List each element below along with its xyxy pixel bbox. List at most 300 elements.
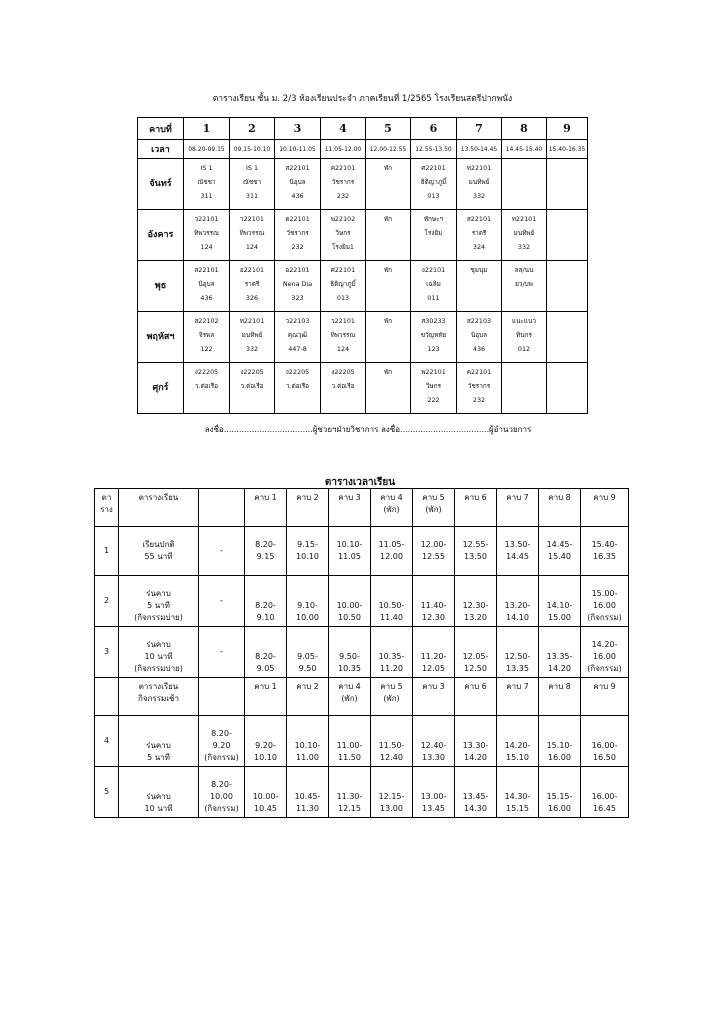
class-cell-line: ว22101 (240, 215, 264, 223)
class-cell (275, 210, 321, 261)
schedule-row (95, 627, 629, 678)
class-cell-line: นิอุบล (198, 280, 215, 288)
schedule-cell-line: 9.50 (298, 664, 317, 673)
schedule-cell (413, 678, 455, 716)
period-schedule-table (94, 488, 629, 818)
class-cell (366, 210, 411, 261)
class-cell (457, 261, 502, 312)
class-cell-line: 232 (291, 243, 304, 251)
schedule-cell-line: (พัก) (425, 505, 442, 514)
schedule-cell-line: 13.35- (546, 652, 573, 661)
class-cell-line: ขวัญหทัย (420, 331, 447, 339)
schedule-cell-line: 14.45 (506, 552, 529, 561)
schedule-cell-line: 15.40- (591, 540, 618, 549)
class-cell-line: ส22101 (285, 164, 310, 172)
class-cell (275, 159, 321, 210)
class-cell-line: ศ22101 (421, 164, 446, 172)
class-cell (547, 210, 588, 261)
schedule-cell-line: 15.10 (506, 753, 529, 762)
schedule-cell-line: 12.30- (462, 601, 489, 610)
class-cell-line: 222 (427, 396, 440, 404)
schedule-cell-line: คาบ 8 (548, 682, 571, 691)
class-cell-line: ทินกร (516, 331, 532, 339)
schedule-cell (497, 527, 539, 576)
class-cell-line: พ22102 (330, 215, 356, 223)
class-cell-line: ง22205 (331, 368, 355, 376)
class-cell (411, 261, 457, 312)
schedule-cell (539, 576, 581, 627)
class-cell (457, 312, 502, 363)
schedule-cell-line: 10.45 (254, 804, 277, 813)
period-number: 6 (411, 118, 457, 140)
schedule-cell (329, 716, 371, 767)
class-cell (502, 210, 547, 261)
schedule-cell (455, 678, 497, 716)
class-cell-line: ค22101 (466, 368, 492, 376)
schedule-cell-line: 12.00- (420, 540, 447, 549)
class-cell-line: วัชรากร (467, 382, 491, 390)
class-cell (230, 363, 275, 414)
class-cell (321, 312, 366, 363)
schedule-cell-line: 13.30 (422, 753, 445, 762)
class-cell-line: วิษกร (425, 382, 442, 390)
schedule-cell-line: 11.30 (296, 804, 319, 813)
schedule-cell-line: (พัก) (341, 694, 358, 703)
period-time: 08.20-09.15 (184, 140, 230, 159)
schedule-cell-line: 11.50- (378, 741, 405, 750)
class-cell-line: 011 (427, 294, 440, 302)
class-cell-line: 311 (245, 192, 259, 200)
schedule-cell-line: 11.50 (338, 753, 361, 762)
schedule-cell-line: (กิจกรรม) (204, 753, 239, 762)
class-cell-line: โรงยิม (424, 229, 443, 237)
schedule-cell-line: คาบ 3 (338, 493, 361, 502)
schedule-cell-line: 10.10- (294, 741, 321, 750)
schedule-cell-line: - (220, 647, 223, 656)
schedule-cell-line: 12.55 (422, 552, 445, 561)
class-cell-line: พัก (383, 164, 393, 172)
class-cell (321, 261, 366, 312)
class-cell (230, 312, 275, 363)
class-cell-line: วิษกร (335, 229, 351, 237)
class-cell (366, 159, 411, 210)
class-cell-line: ยว/บพ (515, 280, 533, 288)
schedule-cell-line: 8.20- (211, 780, 232, 789)
schedule-cell-line: 16.45 (593, 804, 616, 813)
schedule-cell (245, 489, 287, 527)
period-header-row (138, 118, 588, 140)
schedule-cell-line: (กิจกรรมบ่าย) (134, 664, 183, 673)
day-name: พฤหัสฯ (138, 312, 184, 363)
timetable-title: ตารางเรียน ชั้น ม. 2/3 ห้องเรียนประจำ ภาคเรียนที่ 1/2565 โรงเรียนสตรีปากพนัง (212, 94, 513, 104)
schedule-cell-line: 4 (103, 736, 110, 745)
schedule-cell (539, 527, 581, 576)
schedule-cell-line: 12.50 (464, 664, 487, 673)
schedule-cell (95, 527, 119, 576)
schedule-cell-line: 12.05 (422, 664, 445, 673)
class-cell (321, 210, 366, 261)
schedule-cell-line: คาบ 8 (548, 493, 571, 502)
class-cell (457, 363, 502, 414)
schedule-cell (245, 576, 287, 627)
schedule-cell-line: 8.20- (211, 729, 232, 738)
class-cell-line: 447-8 (288, 345, 307, 353)
class-cell-line: 122 (200, 345, 213, 353)
schedule-cell-line: ตา (101, 493, 112, 502)
schedule-cell-line: 13.35 (506, 664, 529, 673)
schedule-row (95, 576, 629, 627)
class-cell (184, 210, 230, 261)
schedule-cell (413, 716, 455, 767)
schedule-cell-line: 11.40 (380, 613, 403, 622)
schedule-cell (329, 678, 371, 716)
schedule-cell-line: 8.20- (255, 601, 276, 610)
schedule-cell-line: 15.10- (546, 741, 573, 750)
schedule-cell-line: คาบ 5 (380, 682, 403, 691)
class-cell-line: พ22101 (421, 368, 446, 376)
schedule-header-row (95, 489, 629, 527)
class-cell (411, 210, 457, 261)
schedule-cell-line: คาบ 3 (422, 682, 445, 691)
schedule-cell (581, 489, 629, 527)
schedule-cell-line: 13.45- (462, 792, 489, 801)
schedule-cell-line: 13.00 (380, 804, 403, 813)
schedule-cell (497, 489, 539, 527)
class-cell (502, 261, 547, 312)
schedule-cell-line: 14.10 (506, 613, 529, 622)
schedule-cell (119, 527, 199, 576)
schedule-cell-line: 12.40- (420, 741, 447, 750)
schedule-cell-line: 5 นาที (147, 601, 170, 610)
class-cell-line: โรงยิม1 (331, 243, 354, 251)
schedule-cell (245, 678, 287, 716)
schedule-cell (199, 678, 245, 716)
schedule-cell (95, 489, 119, 527)
schedule-cell-line: 10.35- (378, 652, 405, 661)
schedule-cell (539, 678, 581, 716)
class-cell (457, 159, 502, 210)
schedule-cell (119, 576, 199, 627)
time-header-row (138, 140, 588, 159)
schedule-cell (371, 716, 413, 767)
schedule-cell-line: 9.05- (297, 652, 318, 661)
period-number: 2 (230, 118, 275, 140)
schedule-cell-line: 12.30 (422, 613, 445, 622)
schedule-cell (199, 627, 245, 678)
schedule-cell-line: 10.00 (210, 792, 233, 801)
class-cell-line: ว.ต่อเรือ (285, 382, 310, 390)
schedule-row (95, 527, 629, 576)
class-cell-line: ส22101 (466, 215, 492, 223)
class-cell-line: ค22101 (330, 164, 356, 172)
schedule-cell (287, 489, 329, 527)
schedule-cell (497, 627, 539, 678)
class-cell (184, 261, 230, 312)
schedule-cell (245, 627, 287, 678)
period-time: 09.15-10.10 (230, 140, 275, 159)
class-cell-line: ว22101 (331, 317, 355, 325)
schedule-cell (245, 767, 287, 818)
schedule-cell (539, 489, 581, 527)
schedule-cell-line: 13.20- (504, 601, 531, 610)
schedule-cell-line: 16.00- (591, 741, 618, 750)
schedule-cell (497, 576, 539, 627)
schedule-cell-line: 15.40 (548, 552, 571, 561)
schedule-cell-line: 12.50- (504, 652, 531, 661)
schedule-cell-line: 16.35 (593, 552, 616, 561)
schedule-cell (371, 678, 413, 716)
schedule-cell-line: คาบ 7 (506, 682, 529, 691)
class-cell-line: มนทิพย์ (468, 178, 490, 186)
schedule-cell (413, 576, 455, 627)
schedule-cell (119, 489, 199, 527)
schedule-cell-line: 10.00 (296, 613, 319, 622)
schedule-cell (95, 627, 119, 678)
schedule-cell-line: 5 (103, 787, 110, 796)
schedule-cell-line: 9.20 (212, 741, 231, 750)
schedule-cell-line: 13.50 (464, 552, 487, 561)
schedule-cell-line: (กิจกรรม) (204, 804, 239, 813)
class-cell-line: 311 (200, 192, 213, 200)
schedule-cell (199, 767, 245, 818)
schedule-cell (329, 489, 371, 527)
schedule-cell-line: (กิจกรรม) (587, 613, 622, 622)
day-row (138, 363, 588, 414)
schedule-cell (497, 767, 539, 818)
schedule-cell-line: 13.00- (420, 792, 447, 801)
schedule-cell-line: ร่นคาบ (146, 640, 171, 649)
class-cell-line: อ22101 (285, 266, 310, 274)
day-row (138, 312, 588, 363)
schedule-cell-line: 13.20 (464, 613, 487, 622)
schedule-cell-line: 9.20- (255, 741, 276, 750)
class-cell (502, 159, 547, 210)
class-cell-line: 124 (336, 345, 350, 353)
schedule-row (95, 716, 629, 767)
schedule-cell (581, 678, 629, 716)
class-cell (321, 159, 366, 210)
class-cell-line: ง22205 (285, 368, 310, 376)
period-time: 12.00-12.55 (366, 140, 411, 159)
schedule-cell (455, 767, 497, 818)
schedule-cell-line: 13.30- (462, 741, 489, 750)
schedule-cell (539, 627, 581, 678)
class-cell (547, 261, 588, 312)
schedule-cell-line: - (220, 596, 223, 605)
class-cell-line: 123 (427, 345, 440, 353)
schedule-cell (329, 576, 371, 627)
schedule-cell-line: 10.00- (252, 792, 279, 801)
schedule-cell-line: (พัก) (383, 505, 400, 514)
schedule-cell-line: 14.20 (548, 664, 571, 673)
schedule-cell (455, 576, 497, 627)
class-cell-line: IS 1 (200, 164, 213, 172)
class-cell (366, 261, 411, 312)
day-name: อังคาร (138, 210, 184, 261)
schedule-cell (95, 716, 119, 767)
schedule-cell-line: 10.45- (294, 792, 321, 801)
class-cell (547, 159, 588, 210)
class-timetable (137, 117, 588, 414)
class-cell-line: IS 1 (245, 164, 259, 172)
class-cell-line: 436 (291, 192, 304, 200)
schedule-cell-line: 9.15- (297, 540, 318, 549)
schedule-cell-line: 10.50- (378, 601, 405, 610)
class-cell-line: ท22101 (511, 215, 537, 223)
schedule-cell-line: (กิจกรรมบ่าย) (134, 613, 183, 622)
period-time: 15.40-16.35 (547, 140, 588, 159)
class-cell-line: 323 (291, 294, 304, 302)
schedule-cell-line: 14.30 (464, 804, 487, 813)
class-cell-line: 124 (245, 243, 259, 251)
period-number: 9 (547, 118, 588, 140)
schedule-cell (455, 627, 497, 678)
period-time: 12.55-13.50 (411, 140, 457, 159)
schedule-cell-line: (พัก) (383, 694, 400, 703)
time-label: เวลา (138, 140, 184, 159)
class-cell-line: ธิติญาภูมิ์ (420, 178, 447, 186)
class-cell-line: ราตรี (471, 229, 487, 237)
day-name: ศุกร์ (138, 363, 184, 414)
class-cell-line: ทิพวรรณ (194, 229, 219, 237)
class-cell-line: เฉลิม (426, 280, 441, 288)
schedule-cell (119, 678, 199, 716)
schedule-cell-line: 10.35 (338, 664, 361, 673)
period-number: 3 (275, 118, 321, 140)
class-cell-line: 436 (200, 294, 213, 302)
schedule-cell-line: 3 (103, 647, 110, 656)
schedule-cell-line: 11.20- (420, 652, 447, 661)
schedule-row (95, 767, 629, 818)
schedule-cell (287, 716, 329, 767)
schedule-cell-line: ร่นคาบ (146, 792, 171, 801)
class-cell-line: พัก (383, 215, 393, 223)
class-cell (275, 261, 321, 312)
schedule-cell (119, 627, 199, 678)
schedule-cell (371, 527, 413, 576)
class-cell-line: 332 (472, 192, 486, 200)
day-row (138, 210, 588, 261)
schedule-cell-line: 8.20- (255, 652, 276, 661)
class-cell (366, 312, 411, 363)
schedule-cell (199, 576, 245, 627)
schedule-cell-line: 15.15- (546, 792, 573, 801)
class-cell-line: แนะแนว (512, 317, 536, 325)
class-cell-line: ว.ต่อเรือ (331, 382, 355, 390)
schedule-cell-line: คาบ 6 (464, 682, 487, 691)
schedule-header-row (95, 678, 629, 716)
day-name: พุธ (138, 261, 184, 312)
schedule-cell (455, 489, 497, 527)
class-cell-line: ว22103 (285, 317, 310, 325)
schedule-cell-line: 5 นาที (147, 753, 170, 762)
schedule-cell-line: 10 นาที (144, 804, 173, 813)
schedule-cell-line: คาบ 9 (593, 493, 616, 502)
schedule-title: ตารางเวลาเรียน (324, 477, 396, 488)
class-cell-line: วัชรากร (331, 178, 355, 186)
schedule-cell (329, 627, 371, 678)
class-cell-line: ณัชชา (197, 178, 216, 186)
class-cell-line: 436 (472, 345, 486, 353)
class-cell-line: นิอุบล (470, 331, 488, 339)
schedule-cell-line: 9.50- (339, 652, 360, 661)
schedule-cell (497, 716, 539, 767)
class-cell (184, 312, 230, 363)
schedule-cell-line: 14.20- (504, 741, 531, 750)
schedule-cell (287, 678, 329, 716)
class-cell (184, 159, 230, 210)
class-cell (230, 210, 275, 261)
schedule-cell (413, 527, 455, 576)
signature-line: ลงชื่อ...................................ผู้ช่วยฯฝ่ายวิชาการ ลงชื่อ...................................ผู้อำนวยการ (204, 425, 532, 434)
schedule-cell (413, 767, 455, 818)
schedule-cell (287, 527, 329, 576)
schedule-cell (245, 716, 287, 767)
schedule-cell-line: 1 (103, 546, 110, 555)
schedule-cell-line: 11.40- (420, 601, 447, 610)
period-number: 5 (366, 118, 411, 140)
schedule-cell (119, 716, 199, 767)
class-cell (366, 363, 411, 414)
class-cell-line: ส22102 (194, 317, 219, 325)
class-cell-line: 012 (517, 345, 531, 353)
period-number: 7 (457, 118, 502, 140)
schedule-cell (455, 527, 497, 576)
schedule-cell-line: 10 นาที (144, 652, 173, 661)
schedule-cell-line: - (220, 546, 223, 555)
class-cell-line: มนทิพย์ (241, 331, 263, 339)
schedule-cell-line: คาบ 4 (338, 682, 361, 691)
schedule-cell-line: 14.20- (591, 640, 618, 649)
class-cell (184, 363, 230, 414)
schedule-cell (199, 527, 245, 576)
schedule-cell-line: 16.50 (593, 753, 616, 762)
period-number: 8 (502, 118, 547, 140)
class-cell-line: Nena Dia (282, 280, 313, 288)
schedule-cell-line: 10.00- (336, 601, 363, 610)
schedule-cell-line: ร่นคาบ (146, 589, 171, 598)
schedule-cell (95, 767, 119, 818)
schedule-cell-line: 11.05- (378, 540, 405, 549)
class-cell (411, 312, 457, 363)
schedule-cell-line: 13.50- (504, 540, 531, 549)
class-cell-line: มนทิพย์ (513, 229, 535, 237)
schedule-cell (539, 767, 581, 818)
schedule-cell-line: 12.15- (378, 792, 405, 801)
schedule-cell-line: 16.00- (591, 792, 618, 801)
schedule-cell-line: 15.15 (506, 804, 529, 813)
schedule-cell-line: คาบ 7 (506, 493, 529, 502)
schedule-cell-line: 14.30- (504, 792, 531, 801)
class-cell-line: ส22101 (194, 266, 219, 274)
schedule-cell (371, 627, 413, 678)
class-cell (457, 210, 502, 261)
schedule-cell-line: 11.00- (336, 741, 363, 750)
class-cell-line: พัก (383, 317, 393, 325)
class-cell-line: ลส/นน (514, 266, 534, 274)
schedule-cell (581, 527, 629, 576)
schedule-cell (371, 489, 413, 527)
schedule-cell (581, 627, 629, 678)
schedule-cell-line: 11.30- (336, 792, 363, 801)
schedule-cell-line: 16.00 (593, 601, 616, 610)
schedule-cell (199, 489, 245, 527)
schedule-cell (581, 716, 629, 767)
class-cell-line: ท22101 (239, 317, 265, 325)
class-cell-line: 324 (472, 243, 486, 251)
schedule-cell-line: 11.05 (338, 552, 361, 561)
class-cell-line: ส30233 (421, 317, 446, 325)
